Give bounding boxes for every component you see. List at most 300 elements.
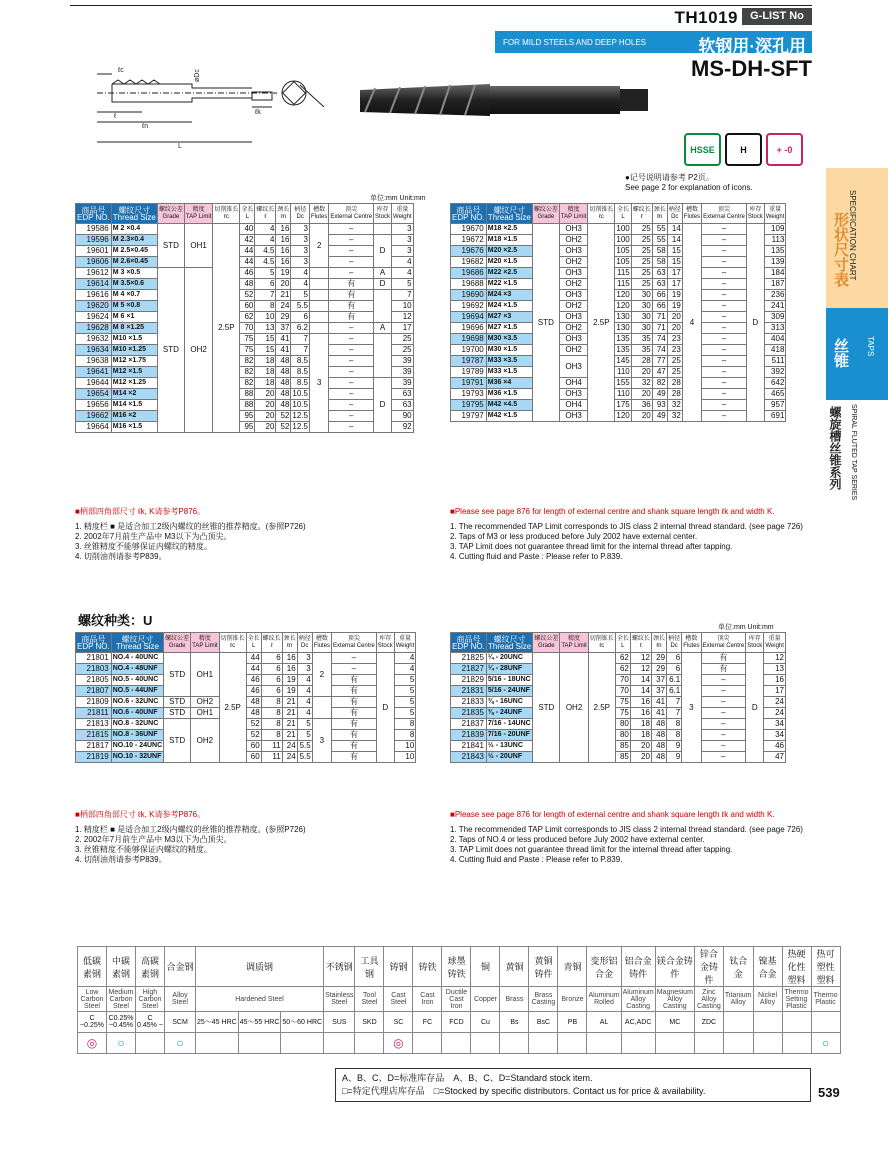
thread-size-cell: ¼ - 20UNC	[486, 653, 532, 664]
neck-length-cell: 55	[652, 235, 667, 246]
centre-cell: –	[332, 664, 377, 675]
suitability-mark	[355, 1033, 384, 1054]
edp-cell: 19682	[451, 257, 487, 268]
thread-size-cell: M 8 ×1.25	[111, 323, 157, 334]
thread-size-cell: ⅜ - 16UNC	[486, 697, 532, 708]
suitability-mark	[753, 1033, 782, 1054]
table-row	[76, 268, 414, 279]
edp-cell: 19596	[76, 235, 112, 246]
table-row	[76, 312, 414, 323]
suitability-mark: ◎	[78, 1033, 107, 1054]
material-name-en: Aluminum Alloy Casting	[622, 988, 654, 1010]
thread-size-cell: NO.4 - 40UNC	[111, 653, 163, 664]
thread-length-cell: 4	[255, 224, 276, 235]
thread-length-cell: 6	[261, 686, 282, 697]
unit-label: 单位:mm Unit:mm	[370, 195, 426, 202]
centre-cell: –	[702, 257, 747, 268]
material-name-en: Nickel Alloy	[753, 987, 782, 1012]
suitability-mark	[587, 1033, 621, 1054]
edp-cell: 21843	[451, 752, 487, 763]
thread-size-cell: M18 ×2.5	[486, 224, 532, 235]
thread-length-cell: 36	[631, 400, 652, 411]
neck-length-cell: 19	[282, 675, 297, 686]
shank-cell: 9	[667, 741, 682, 752]
material-name-cn: 镁合金铸件	[655, 947, 694, 987]
limit-cell: OH3	[559, 356, 587, 378]
material-code	[753, 1012, 782, 1033]
thread-size-cell: M 3 ×0.5	[111, 268, 157, 279]
tap-drawing-icon	[72, 62, 332, 154]
material-code: Bs	[500, 1012, 529, 1033]
shank-cell: 7	[291, 334, 310, 345]
flutes-cell: 4	[682, 224, 701, 422]
thread-length-cell: 14	[630, 675, 651, 686]
flutes-cell: 3	[312, 719, 331, 763]
neck-length-cell: 16	[282, 664, 297, 675]
thread-length-cell: 25	[631, 224, 652, 235]
suitability-mark: ○	[811, 1033, 840, 1054]
thread-size-cell: M 4 ×0.7	[111, 290, 157, 301]
shank-cell: 5	[297, 719, 312, 730]
length-cell: 48	[246, 697, 261, 708]
material-name-cn: 铜	[471, 947, 500, 987]
length-cell: 44	[240, 246, 255, 257]
neck-length-cell: 66	[652, 290, 667, 301]
shank-cell: 14	[667, 235, 682, 246]
centre-cell: 有	[332, 686, 377, 697]
thread-size-cell: M12 ×1.5	[111, 367, 157, 378]
table-row	[451, 268, 786, 279]
category-band	[495, 31, 812, 56]
model-name: MS-DH-SFT	[691, 56, 812, 81]
centre-cell: –	[702, 400, 747, 411]
h-icon: H	[725, 133, 762, 166]
table-row	[76, 741, 416, 752]
thread-icon: + -0	[766, 133, 803, 166]
table-row	[451, 708, 786, 719]
centre-cell: –	[332, 653, 377, 664]
centre-cell: –	[701, 752, 746, 763]
suitability-mark	[196, 1033, 239, 1054]
suitability-mark	[500, 1033, 529, 1054]
neck-length-cell: 37	[651, 686, 666, 697]
thread-length-cell: 6	[255, 279, 276, 290]
thread-size-cell: M27 ×1.5	[486, 323, 532, 334]
weight-cell: 3	[392, 235, 414, 246]
thread-length-cell: 13	[255, 323, 276, 334]
neck-length-cell: 29	[276, 312, 291, 323]
grade-cell: STD	[532, 224, 559, 422]
neck-length-cell: 21	[282, 719, 297, 730]
length-cell: 52	[246, 730, 261, 741]
table-header: 商品号 EDP NO. 螺纹尺寸 Thread Size 螺纹公差 Grade 精度 TAP Limit 切削锥长 ℓc 全长 L 螺纹长 ℓ 颈长 ℓn 柄径 Dc 槽数 Flutes 顶尖 External Centre 库存 Stock 重量 Weight	[452, 634, 784, 651]
shank-cell: 20	[667, 312, 682, 323]
length-cell: 115	[615, 268, 631, 279]
shank-cell: 4	[297, 686, 312, 697]
edp-cell: 19616	[76, 290, 112, 301]
table-row	[451, 301, 786, 312]
shank-cell: 5	[291, 290, 310, 301]
table-row	[451, 697, 786, 708]
centre-cell: –	[701, 730, 746, 741]
weight-cell: 8	[394, 719, 416, 730]
material-code: ZDC	[694, 1012, 723, 1033]
material-code: AL	[587, 1012, 621, 1033]
material-name-en: Copper	[471, 987, 500, 1012]
weight-cell: 24	[764, 697, 786, 708]
edp-cell: 21807	[76, 686, 112, 697]
thread-size-cell: ¼ - 28UNF	[486, 664, 532, 675]
limit-cell: OH1	[184, 224, 212, 268]
weight-cell: 25	[392, 345, 414, 356]
neck-length-cell: 58	[652, 257, 667, 268]
weight-cell: 10	[394, 752, 416, 763]
edp-cell: 21803	[76, 664, 112, 675]
table-row	[451, 400, 786, 411]
length-cell: 46	[246, 675, 261, 686]
centre-cell: –	[702, 268, 747, 279]
material-name-en: Brass Casting	[529, 987, 558, 1012]
thread-size-cell: M27 ×3	[486, 312, 532, 323]
chamfer-cell: 2.5P	[588, 653, 615, 763]
material-name-cn: 锌合金铸件	[694, 947, 723, 987]
weight-cell: 5	[394, 708, 416, 719]
notes-cn-1: ■柄部四角部尺寸 ℓk, K请参考P876。 1. 精度栏 ■ 是适合加工2级内螺纹的丝锥的推荐精度。(参照P726) 2. 2002年7月前生产品中 M3以下为凸顶尖。 3. 丝锥精度不能够保证内螺纹的精度。 4. 切削油剂请参考P839。	[75, 507, 306, 561]
thread-size-cell: M24 ×1.5	[486, 301, 532, 312]
weight-cell: 691	[764, 411, 786, 422]
edp-cell: 19686	[451, 268, 487, 279]
material-name-cn: 钛合金	[723, 947, 753, 987]
centre-cell: –	[702, 312, 747, 323]
material-name-en: High Carbon Steel	[136, 987, 165, 1012]
neck-length-cell: 49	[652, 411, 667, 422]
edp-cell: 21829	[451, 675, 487, 686]
weight-cell: 17	[392, 323, 414, 334]
thread-length-cell: 8	[261, 719, 282, 730]
length-cell: 130	[616, 323, 630, 332]
table-row	[76, 301, 414, 312]
edp-cell: 19654	[76, 389, 112, 400]
length-cell: 75	[615, 697, 630, 708]
thread-size-cell: M36 ×1.5	[486, 389, 532, 400]
edp-cell: 19694	[451, 312, 487, 323]
edp-cell: 19670	[451, 224, 487, 235]
weight-cell: 16	[764, 675, 786, 686]
weight-cell: 63	[392, 389, 414, 400]
neck-length-cell: 24	[282, 752, 297, 763]
thread-length-cell: 30	[631, 323, 652, 334]
unit-label: 单位:mm Unit:mm	[718, 624, 774, 631]
suitability-mark	[136, 1033, 165, 1054]
weight-cell: 25	[392, 334, 414, 345]
thread-length-cell: 4.5	[255, 257, 276, 268]
thread-length-cell: 12	[630, 664, 651, 675]
edp-cell: 19620	[76, 301, 112, 312]
length-cell: 175	[616, 400, 630, 409]
table-row	[76, 730, 416, 741]
table-row	[76, 664, 416, 675]
centre-cell: 有	[332, 697, 377, 708]
centre-cell: 有	[332, 730, 377, 741]
svg-text:øDc: øDc	[194, 69, 201, 82]
neck-length-cell: 71	[652, 323, 667, 334]
material-code: PB	[558, 1012, 587, 1033]
shank-cell: 7	[667, 708, 682, 719]
material-code: FC	[413, 1012, 442, 1033]
edp-cell: 19692	[451, 301, 487, 312]
header-rule	[70, 5, 812, 6]
thread-size-cell: 5/16 - 18UNC	[486, 675, 532, 686]
thread-size-cell: M14 ×1.5	[111, 400, 157, 411]
thread-size-cell: M22 ×2.5	[486, 268, 532, 279]
neck-length-cell: 48	[276, 400, 291, 411]
material-name-cn: 不锈钢	[324, 947, 355, 987]
table-row	[451, 323, 786, 334]
material-name-cn: 铝合金铸件	[621, 947, 655, 987]
material-name-en: Stainless Steel	[324, 987, 355, 1012]
shank-cell: 3	[291, 257, 310, 268]
thread-length-cell: 35	[631, 345, 652, 356]
table-row	[451, 411, 786, 422]
grade-cell: STD	[157, 268, 184, 433]
shank-cell: 5.5	[297, 741, 312, 752]
thread-length-cell: 20	[630, 752, 651, 763]
table-row	[451, 279, 786, 290]
centre-cell: –	[702, 334, 747, 345]
length-cell: 70	[240, 323, 255, 334]
weight-cell: 5	[394, 686, 416, 697]
table-row	[451, 730, 786, 741]
length-cell: 82	[240, 367, 255, 378]
table-row	[76, 686, 416, 697]
catalog-code: TH1019	[674, 8, 738, 27]
thread-length-cell: 30	[631, 301, 652, 312]
thread-length-cell: 30	[631, 312, 652, 323]
table-row	[76, 708, 416, 719]
shank-cell: 3	[297, 664, 312, 675]
hsse-icon: HSSE	[684, 133, 721, 166]
weight-cell: 109	[764, 224, 786, 235]
edp-cell: 19698	[451, 334, 487, 345]
weight-cell: 5	[394, 675, 416, 686]
shank-cell: 6.1	[667, 675, 682, 686]
shank-cell: 5.5	[291, 301, 310, 312]
length-cell: 120	[616, 301, 630, 310]
stock-cell: A	[374, 323, 392, 334]
thread-length-cell: 25	[631, 279, 652, 290]
thread-size-cell: M 2.6×0.45	[111, 257, 157, 268]
material-name-en: Zinc Alloy Casting	[694, 987, 723, 1012]
table-row	[76, 400, 414, 411]
limit-cell: OH2	[191, 697, 219, 708]
neck-length-cell: 48	[276, 389, 291, 400]
notes-en-1: ■Please see page 876 for length of external centre and shank square length ℓk and width K. 1. The recommended TAP Limit corresponds to JIS class 2 internal thread standard. (see page 726) 2. Taps of M3 or less produced before July 2002 have external center. 3. TAP Limit does not guarantee thread limit for the internal thread after tapping. 4. Cutting fluid and Paste : Please refer to P.839.	[450, 507, 803, 561]
weight-cell: 465	[764, 389, 786, 400]
chamfer-cell: 2.5P	[219, 653, 246, 763]
table-row	[76, 345, 414, 356]
side-tab-taps[interactable]	[826, 308, 888, 400]
chamfer-cell: 2.5P	[213, 224, 240, 433]
shank-cell: 15	[667, 246, 682, 257]
grade-cell: STD	[164, 708, 191, 719]
edp-cell: 19614	[76, 279, 112, 290]
shank-cell: 28	[667, 389, 682, 400]
edp-cell: 21837	[451, 719, 487, 730]
table-row	[76, 246, 414, 257]
length-cell: 60	[240, 301, 255, 312]
shank-cell: 4	[291, 279, 310, 290]
thread-size-cell: M 6 ×1	[111, 312, 157, 323]
neck-length-cell: 66	[652, 301, 667, 312]
length-cell: 75	[240, 334, 255, 345]
length-cell: 115	[615, 279, 631, 290]
thread-size-cell: M16 ×1.5	[111, 422, 157, 433]
length-cell: 46	[246, 686, 261, 697]
table-row	[76, 334, 414, 345]
centre-cell: –	[329, 268, 374, 279]
stock-cell: D	[746, 653, 764, 763]
table-row	[451, 356, 786, 367]
thread-length-cell: 25	[631, 235, 652, 246]
weight-cell: 90	[392, 411, 414, 422]
material-code: SCM	[165, 1012, 196, 1033]
thread-size-cell: M42 ×4.5	[486, 400, 532, 411]
weight-cell: 241	[764, 301, 786, 312]
weight-cell: 63	[392, 400, 414, 411]
limit-cell: OH2	[559, 257, 587, 268]
thread-size-cell: M20 ×2.5	[486, 246, 532, 257]
side-series: 螺旋槽丝锥系列 SPIRAL FLUTED TAP SERIES	[828, 404, 857, 501]
thread-length-cell: 8	[261, 708, 282, 719]
edp-cell: 19676	[451, 246, 487, 257]
thread-size-cell: ½ - 20UNF	[486, 752, 532, 763]
limit-cell: OH1	[191, 708, 219, 719]
flutes-cell: 3	[682, 653, 701, 763]
weight-cell: 7	[392, 290, 414, 301]
table-row	[76, 422, 414, 433]
thread-length-cell: 25	[631, 257, 652, 268]
neck-length-cell: 21	[282, 730, 297, 741]
edp-cell: 21839	[451, 730, 487, 741]
suitability-mark: ○	[107, 1033, 136, 1054]
neck-length-cell: 74	[652, 334, 667, 345]
limit-cell: OH4	[559, 378, 587, 389]
length-cell: 48	[240, 279, 255, 290]
centre-cell: –	[329, 246, 374, 257]
weight-cell: 34	[764, 719, 786, 730]
neck-length-cell: 55	[652, 224, 667, 235]
thread-size-cell: NO.5 - 44UNF	[111, 686, 163, 697]
centre-cell: –	[702, 224, 747, 235]
side-tab-spec[interactable]	[826, 168, 888, 308]
weight-cell: 5	[394, 697, 416, 708]
thread-size-cell: NO.6 - 40UNF	[111, 708, 163, 719]
weight-cell: 642	[764, 378, 786, 389]
neck-length-cell: 63	[652, 279, 667, 290]
category-en: FOR MILD STEELS AND DEEP HOLES	[503, 38, 647, 47]
thread-length-cell: 8	[255, 301, 276, 312]
centre-cell: –	[329, 356, 374, 367]
side-taps-cn: 丝锥	[832, 338, 849, 368]
thread-length-cell: 20	[631, 411, 652, 422]
edp-cell: 19606	[76, 257, 112, 268]
weight-cell: 17	[764, 686, 786, 697]
neck-length-cell: 48	[651, 730, 666, 741]
material-name-en: Tool Steel	[355, 987, 384, 1012]
thread-length-cell: 35	[631, 334, 652, 345]
centre-cell: 有	[329, 279, 374, 290]
table-row	[451, 224, 786, 235]
length-cell: 40	[240, 224, 255, 235]
weight-cell: 4	[392, 257, 414, 268]
weight-cell: 4	[394, 664, 416, 675]
svg-text:ℓk: ℓk	[255, 109, 261, 116]
edp-cell: 19700	[451, 345, 487, 356]
centre-cell: –	[701, 719, 746, 730]
weight-cell: 8	[394, 730, 416, 741]
flutes-cell	[312, 697, 331, 719]
limit-cell: OH3	[559, 224, 587, 235]
thread-length-cell: 6	[261, 675, 282, 686]
length-cell: 145	[616, 356, 630, 365]
neck-length-cell: 58	[652, 246, 667, 257]
table-row	[451, 378, 786, 389]
material-name-cn: 工具钢	[355, 947, 384, 987]
length-cell: 52	[240, 290, 255, 301]
weight-cell: 12	[392, 312, 414, 323]
side-spec-en: SPECIFICATION CHART	[848, 190, 857, 281]
length-cell: 62	[615, 664, 630, 675]
suitability-mark	[723, 1033, 753, 1054]
length-cell: 105	[616, 246, 630, 255]
shank-cell: 17	[667, 268, 682, 279]
weight-cell: 13	[764, 664, 786, 675]
edp-cell: 19624	[76, 312, 112, 323]
table-row	[451, 653, 786, 664]
suitability-mark	[694, 1033, 723, 1054]
neck-length-cell: 16	[276, 246, 291, 257]
flutes-cell	[310, 323, 329, 334]
thread-size-cell: NO.6 - 32UNC	[111, 697, 163, 708]
table-row	[76, 389, 414, 400]
grade-cell: STD	[157, 224, 184, 268]
centre-cell: –	[701, 708, 746, 719]
shank-cell: 4	[291, 268, 310, 279]
table-header: 商品号 EDP NO. 螺纹尺寸 Thread Size 螺纹公差 Grade 精度 TAP Limit 切削锥长 ℓc 全长 L 螺纹长 ℓ 颈长 ℓn 柄径 Dc 槽数 Flutes 顶尖 External Centre 库存 Stock 重量 Weight	[452, 205, 785, 222]
edp-cell: 21805	[76, 675, 112, 686]
thread-length-cell: 25	[631, 246, 652, 257]
edp-cell: 21841	[451, 741, 487, 752]
material-table	[77, 946, 841, 1054]
thread-length-cell: 20	[255, 389, 276, 400]
flutes-cell	[310, 301, 329, 312]
length-cell: 95	[240, 422, 255, 433]
table-row	[451, 664, 786, 675]
material-name-en: Aluminum Rolled	[587, 987, 621, 1012]
flutes-cell: 3	[310, 334, 329, 433]
shank-cell: 20	[667, 323, 682, 334]
weight-cell: 39	[392, 356, 414, 367]
weight-cell: 511	[764, 356, 786, 367]
spec-table-unc-large	[450, 632, 786, 763]
material-name-en: Brass	[500, 987, 529, 1012]
stock-cell	[374, 334, 392, 378]
notes-cn-2: ■柄部四角部尺寸 ℓk, K请参考P876。 1. 精度栏 ■ 是适合加工2级内螺纹的丝锥的推荐精度。(参照P726) 2. 2002年7月前生产品中 M3以下为凸顶尖。 3. 丝锥精度不能够保证内螺纹的精度。 4. 切削油剂请参考P839。	[75, 810, 306, 864]
material-name-cn: 热可塑性塑料	[811, 947, 840, 987]
thread-size-cell: 7/16 - 20UNF	[486, 730, 532, 741]
grade-cell: STD	[164, 653, 191, 697]
thread-size-cell: M16 ×2	[111, 411, 157, 422]
